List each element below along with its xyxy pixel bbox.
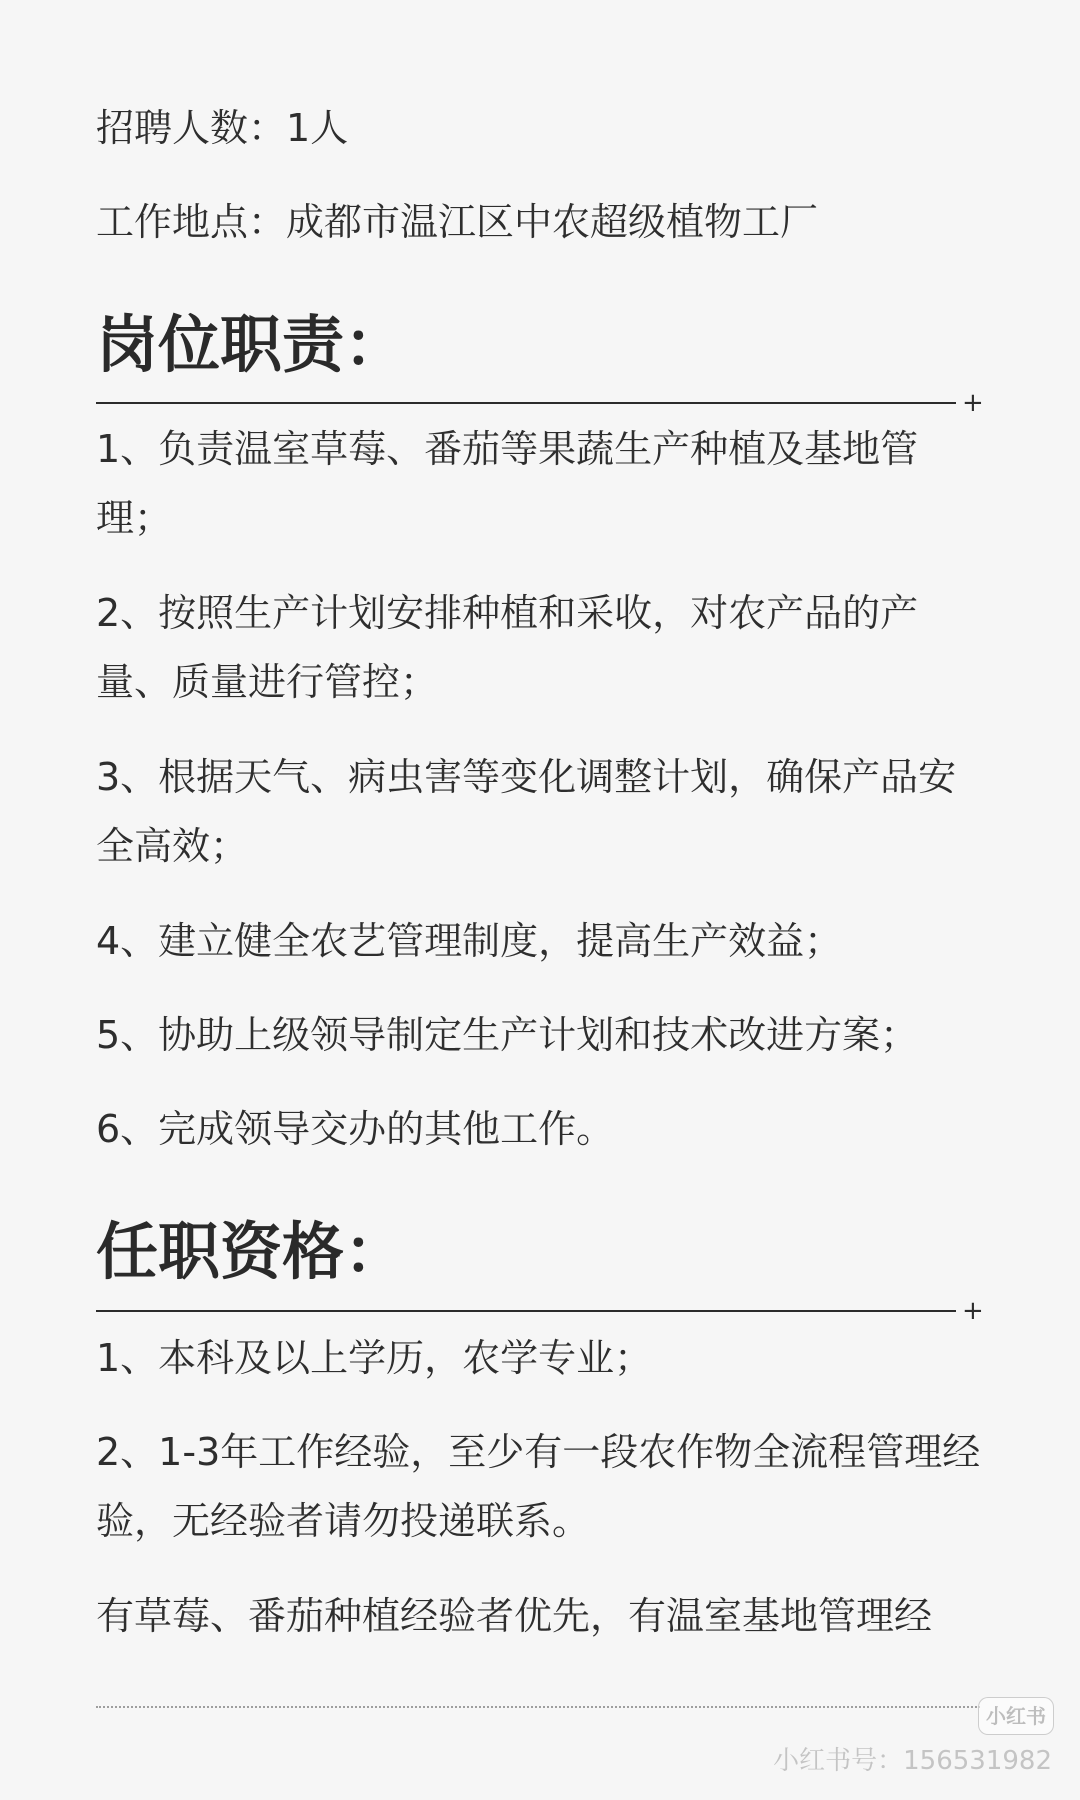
responsibility-item: 4、建立健全农艺管理制度，提高生产效益；	[96, 919, 843, 963]
responsibility-item: 3、根据天气、病虫害等变化调整计划，确保产品安全高效；	[96, 755, 957, 868]
headcount-line: 招聘人数：1人	[96, 106, 349, 150]
responsibility-item: 1、负责温室草莓、番茄等果蔬生产种植及基地管理；	[96, 427, 919, 540]
watermark-account-id: 小红书号：156531982	[773, 1746, 1052, 1776]
dotted-divider	[96, 1706, 980, 1708]
responsibility-item: 5、协助上级领导制定生产计划和技术改进方案；	[96, 1013, 919, 1057]
qualifications-heading: 任职资格：	[96, 1215, 407, 1288]
responsibilities-heading: 岗位职责：	[96, 308, 407, 381]
plus-icon: +	[962, 1296, 984, 1326]
responsibility-item: 2、按照生产计划安排种植和采收，对农产品的产量、质量进行管控；	[96, 591, 919, 704]
section-divider	[96, 402, 956, 404]
section-divider	[96, 1310, 956, 1312]
responsibility-item: 6、完成领导交办的其他工作。	[96, 1107, 615, 1151]
location-line: 工作地点：成都市温江区中农超级植物工厂	[96, 200, 819, 244]
plus-icon: +	[962, 388, 984, 418]
qualification-item: 1、本科及以上学历，农学专业；	[96, 1336, 653, 1380]
qualification-item: 有草莓、番茄种植经验者优先，有温室基地管理经	[96, 1594, 933, 1638]
qualification-item: 2、1-3年工作经验，至少有一段农作物全流程管理经验，无经验者请勿投递联系。	[96, 1430, 981, 1543]
xiaohongshu-logo: 小红书	[978, 1697, 1054, 1735]
